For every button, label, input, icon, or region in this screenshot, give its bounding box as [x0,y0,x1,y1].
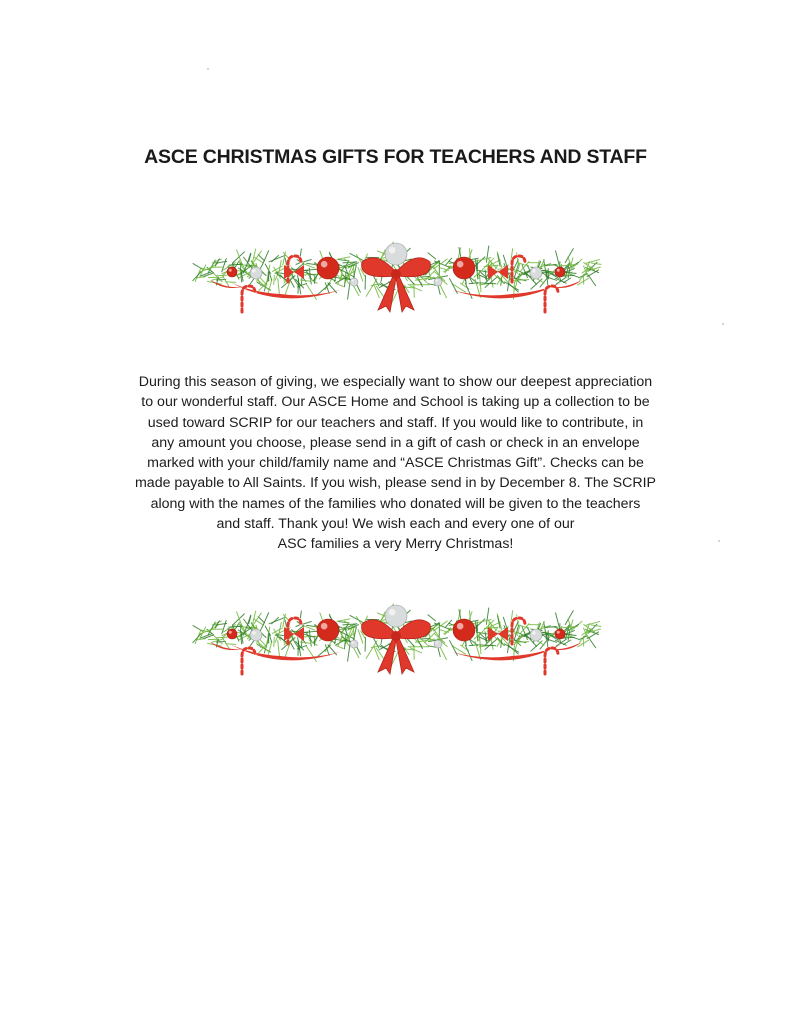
body-line: made payable to All Saints. If you wish, please send in by December 8. The SCRIP [134,475,656,492]
body-line: any amount you choose, please send in a gift of cash or check in an envelope [151,434,640,451]
scan-speck [207,68,209,70]
body-paragraph [120,372,671,555]
scan-speck [718,540,720,542]
body-line: used toward SCRIP for our teachers and staff. If you would like to contribute, in [147,414,644,431]
christmas-garland-icon [190,220,602,320]
body-line: and staff. Thank you! We wish each and every one of our [216,516,575,533]
body-line: along with the names of the families who donated will be given to the teachers [150,495,641,512]
body-line: marked with your child/family name and “ASCE Christmas Gift”. Checks can be [147,455,644,472]
body-line: During this season of giving, we especially want to show our deepest appreciation [138,374,653,390]
christmas-garland-icon [190,582,602,682]
page-title: ASCE CHRISTMAS GIFTS FOR TEACHERS AND STAFF [144,146,647,168]
body-line: to our wonderful staff. Our ASCE Home and School is taking up a collection to be [141,394,650,411]
body-line: ASC families a very Merry Christmas! [277,536,514,553]
scan-speck [722,323,724,325]
